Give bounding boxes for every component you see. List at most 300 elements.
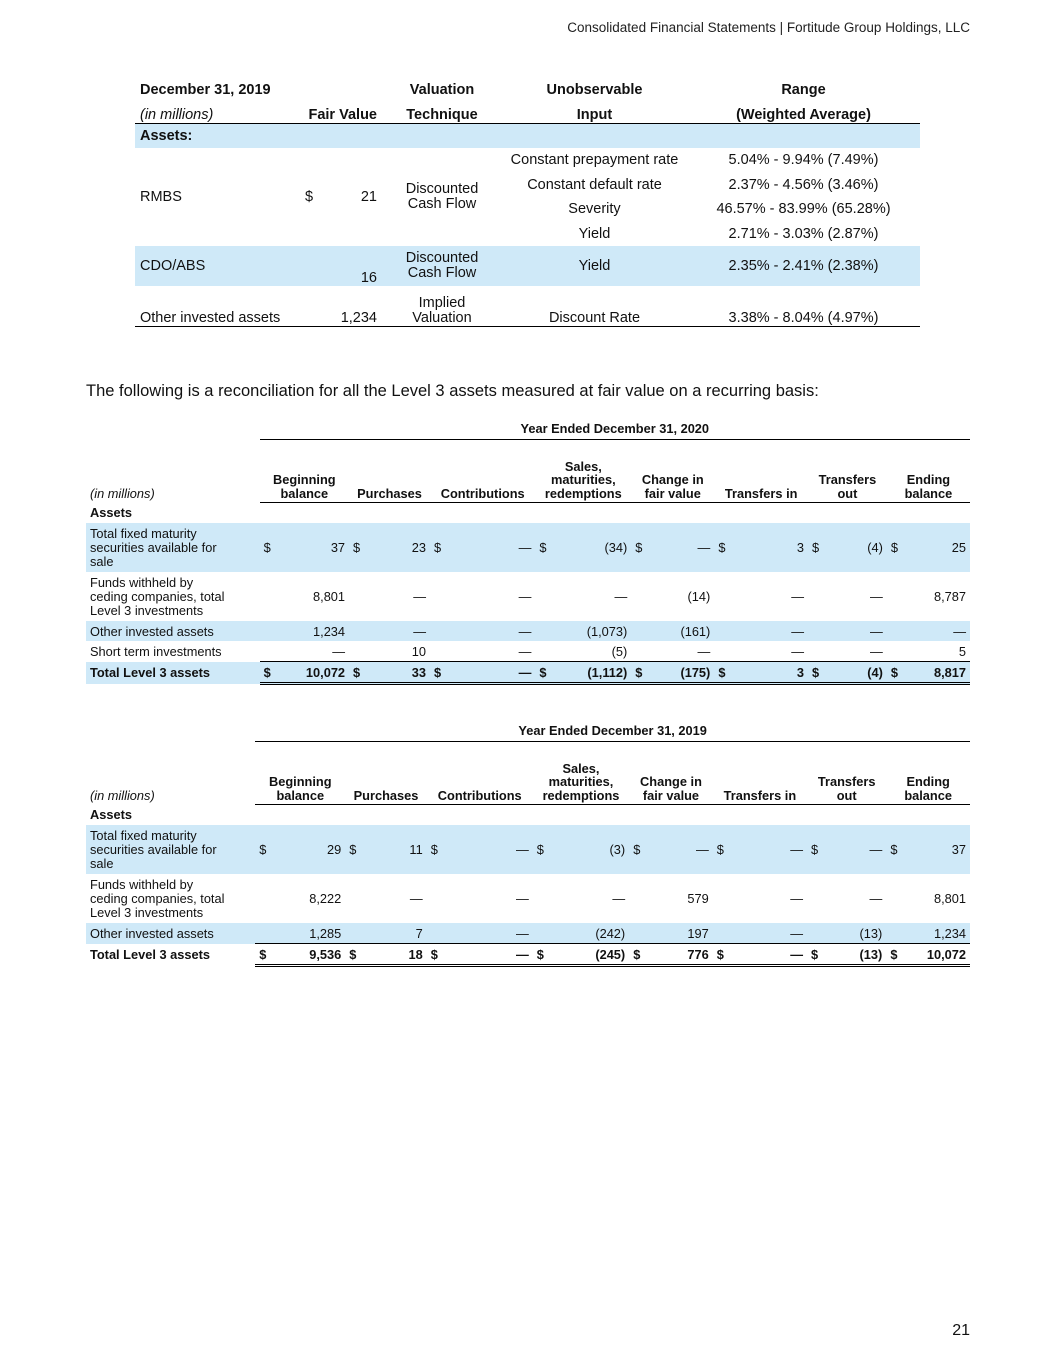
value-cell: (13) [822,923,886,944]
text-line: Beginning [269,774,332,789]
rmbs-technique-line-2: Cash Flow [407,196,477,212]
spacer-cell [345,805,360,826]
currency-symbol: $ [535,662,550,684]
currency-symbol [807,923,822,944]
value-cell: — [614,588,628,604]
value-cell: — [646,523,714,572]
text-line: out [836,787,857,803]
currency-symbol: $ [427,825,442,874]
currency-symbol: $ [533,825,548,874]
value-cell: (1,073) [550,621,631,641]
data-row [86,572,970,621]
header-beginning [255,742,345,805]
currency-symbol [345,923,360,944]
value-cell: (5) [611,643,628,659]
spacer-cell [255,805,270,826]
header-transfers-in: Transfers in [714,440,808,503]
valuation-date: December 31, 2019 [140,82,271,98]
currency-symbol: $ [631,523,646,572]
reconciliation-table-2020 [86,417,970,685]
row-label [86,621,260,641]
cdo-technique [382,246,502,286]
column-header-row [86,440,970,503]
text-line: out [837,485,858,501]
value-cell: 1,234 [901,923,970,944]
spacer-cell [644,805,713,826]
currency-symbol: $ [255,944,270,966]
spacer-cell [807,805,822,826]
currency-symbol [533,874,548,923]
spacer-cell [550,503,631,524]
header-transfers-in: Transfers in [713,742,807,805]
value-cell: 1,234 [275,621,350,641]
text-line: balance [904,485,953,501]
value-cell: (14) [687,588,711,604]
currency-symbol [713,874,728,923]
other-label: Other invested assets [140,310,281,326]
header-transfers-out [808,440,887,503]
column-header-row [86,742,970,805]
text-line: Level 3 investments [90,904,204,920]
value-cell: (4) [823,523,887,572]
total-value-cell: 10,072 [275,662,350,684]
cdo-range: 2.35% - 2.41% (2.38%) [687,246,920,286]
value-cell: — [870,643,883,659]
text-line: balance [904,787,952,803]
total-value-cell: (245) [548,944,629,966]
value-cell: 5 [958,643,966,659]
rmbs-fair-value: 21 [360,189,377,205]
currency-symbol [714,641,729,662]
spacer-cell [430,503,445,524]
header-purchases: Purchases [345,742,426,805]
value-cell: — [728,825,807,874]
currency-symbol [430,621,445,641]
value-cell: 25 [902,523,970,572]
text-line: Ending [906,472,951,487]
currency-symbol [533,923,548,944]
value-cell: 1,285 [270,923,345,944]
spacer-cell [427,805,442,826]
text-line: sale [90,553,114,569]
currency-symbol [427,923,442,944]
currency-symbol: $ [714,523,729,572]
text-line: Funds withheld by [90,876,194,892]
spacer-cell [713,805,728,826]
range-header: Range [781,82,826,98]
text-line: Transfers [818,472,877,487]
text-line: Other invested assets [90,925,214,941]
spacer-cell [631,503,646,524]
value-cell: (3) [548,825,629,874]
currency-symbol: $ [631,662,646,684]
value-cell: 23 [364,523,430,572]
currency-symbol: $ [713,825,728,874]
value-cell: — [409,890,423,906]
currency-symbol: $ [629,944,644,966]
spacer-cell [86,417,260,440]
total-value-cell: 33 [364,662,430,684]
cdo-technique-line-2: Cash Flow [407,265,477,281]
text-line: securities available for [90,841,217,857]
value-cell: — [869,890,883,906]
rmbs-label: RMBS [140,189,182,205]
total-value-cell: (175) [646,662,714,684]
value-cell: — [902,621,970,641]
value-cell: 8,222 [309,890,342,906]
rmbs-input: Constant prepayment rate [510,152,679,169]
currency-symbol [887,621,902,641]
total-value-cell: 9,536 [270,944,345,966]
total-label: Total Level 3 assets [86,662,260,684]
other-range: 3.38% - 8.04% (4.97%) [728,310,879,326]
text-line: Level 3 investments [90,602,204,618]
spacer-cell [822,805,886,826]
valuation-header-row-1 [135,74,920,98]
spacer-cell [729,503,808,524]
data-row [86,825,970,874]
rmbs-technique-line-1: Discounted [405,181,479,197]
other-invested-row [135,286,920,327]
text-line: Funds withheld by [90,574,194,590]
spacer-cell [901,805,970,826]
total-value-cell: 8,817 [902,662,970,684]
value-cell: — [413,588,426,604]
currency-symbol: $ [887,523,902,572]
value-cell: — [612,890,626,906]
currency-symbol: $ [260,662,275,684]
value-cell: — [442,923,533,944]
spacer-cell [270,805,345,826]
currency-symbol: $ [533,944,548,966]
currency-symbol [887,572,902,621]
total-value-cell: 3 [729,662,808,684]
row-label [86,825,255,874]
spacer-cell [886,805,901,826]
currency-symbol [345,874,360,923]
text-line: Change in [641,472,704,487]
currency-symbol: $ [808,662,823,684]
rmbs-range: 46.57% - 83.99% (65.28%) [716,201,891,218]
spacer-cell [548,805,629,826]
currency-symbol [260,572,275,621]
header-sales [535,440,631,503]
header-transfers-out [807,742,886,805]
header-ending [887,440,970,503]
currency-symbol: $ [714,662,729,684]
currency-symbol [808,621,823,641]
units-label: (in millions) [140,107,214,123]
currency-symbol: $ [535,523,550,572]
currency-symbol: $ [255,825,270,874]
spacer-cell [260,503,275,524]
rmbs-range: 5.04% - 9.94% (7.49%) [728,152,879,169]
currency-symbol [631,641,646,662]
currency-symbol [430,572,445,621]
currency-symbol [349,641,364,662]
value-cell: 29 [270,825,345,874]
total-value-cell: 18 [360,944,426,966]
spacer-cell [728,805,807,826]
value-cell: 8,787 [933,588,966,604]
section-row [135,124,920,149]
units-label: (in millions) [90,486,155,501]
row-label [86,923,255,944]
spacer-cell [902,503,970,524]
currency-symbol: $ [349,523,364,572]
value-cell: — [515,890,529,906]
rmbs-input: Yield [578,225,611,242]
text-line: Sales, [564,458,602,474]
currency-symbol: $ [430,523,445,572]
range-header-2: (Weighted Average) [736,107,871,123]
cdo-technique-line-1: Discounted [405,250,479,266]
value-cell: 8,801 [313,588,346,604]
text-line: Ending [906,774,950,789]
text-line: balance [276,787,325,803]
text-line: balance [280,485,329,501]
currency-symbol [629,874,644,923]
text-line: securities available for [90,539,217,555]
data-row [86,641,970,662]
currency-symbol [631,572,646,621]
value-cell: 37 [901,825,970,874]
value-cell: — [823,621,887,641]
other-input: Discount Rate [548,310,641,326]
total-value-cell: (1,112) [550,662,631,684]
currency-symbol [255,923,270,944]
currency-symbol [430,641,445,662]
value-cell: — [728,923,807,944]
currency-symbol [886,874,901,923]
technique-header: Valuation [409,82,475,98]
currency-symbol: $ [349,662,364,684]
currency-symbol: $ [808,523,823,572]
value-cell: — [729,621,808,641]
data-row [86,621,970,641]
fair-value-header: Fair Value [308,107,377,123]
currency-symbol [535,572,550,621]
currency-symbol: $ [427,944,442,966]
spacer-cell [364,503,430,524]
page-header: Consolidated Financial Statements | Fortitude Group Holdings, LLC [567,20,970,35]
other-technique [382,286,502,327]
total-value-cell: (13) [822,944,886,966]
cdo-input: Yield [502,246,687,286]
year-title-row [86,417,970,440]
value-cell: — [790,890,804,906]
rmbs-technique [382,148,502,246]
data-row [86,874,970,923]
row-label [86,874,255,923]
value-cell: 11 [360,825,426,874]
currency-symbol [886,923,901,944]
value-cell: (242) [548,923,629,944]
row-label [86,572,260,621]
header-contributions: Contributions [427,742,533,805]
spacer-cell [646,503,714,524]
currency-symbol [349,572,364,621]
assets-section-row [86,805,970,826]
text-line: Total fixed maturity [90,827,197,843]
rmbs-input: Constant default rate [527,176,662,193]
text-line: fair value [642,787,700,803]
text-line: Change in [640,774,702,789]
text-line: redemptions [544,485,622,501]
value-cell: — [697,643,711,659]
total-label: Total Level 3 assets [86,944,255,966]
spacer-cell [349,503,364,524]
currency-symbol [887,641,902,662]
value-cell: (34) [550,523,631,572]
year-title: Year Ended December 31, 2019 [255,719,970,742]
rmbs-range: 2.71% - 3.03% (2.87%) [728,225,879,242]
spacer-cell [445,503,536,524]
intro-paragraph: The following is a reconciliation for all the Level 3 assets measured at fair value on a recurring basis: [86,382,819,400]
header-change [629,742,713,805]
value-cell: 3 [729,523,808,572]
text-line: Other invested assets [90,623,214,639]
total-value-cell: (4) [823,662,887,684]
value-cell: — [791,643,805,659]
assets-section-row [86,503,970,524]
value-cell: — [870,588,883,604]
text-line: Total fixed maturity [90,525,197,541]
header-contributions: Contributions [430,440,535,503]
valuation-header-row-2 [135,98,920,124]
text-line: redemptions [542,787,620,803]
units-label: (in millions) [90,788,155,803]
cdo-label: CDO/ABS [135,246,300,286]
value-cell: — [822,825,886,874]
currency-symbol: $ [713,944,728,966]
text-line: fair value [644,485,701,501]
currency-symbol [714,572,729,621]
total-value-cell: — [442,944,533,966]
spacer-cell [360,805,426,826]
currency-symbol [808,572,823,621]
value-cell: — [518,588,532,604]
value-cell: 197 [644,923,713,944]
value-cell: 579 [687,890,709,906]
data-row [86,923,970,944]
value-cell: (161) [646,621,714,641]
row-label [86,523,260,572]
rmbs-input: Severity [568,201,621,218]
currency-symbol [349,621,364,641]
year-title: Year Ended December 31, 2020 [260,417,970,440]
currency-symbol: $ [886,825,901,874]
currency-symbol [808,641,823,662]
spacer-cell [808,503,823,524]
text-line: maturities, [550,472,616,487]
currency-symbol [260,641,275,662]
spacer-cell [629,805,644,826]
page-number: 21 [952,1322,970,1339]
rmbs-range: 2.37% - 4.56% (3.46%) [728,176,879,193]
total-value-cell: 10,072 [901,944,970,966]
text-line: ceding companies, total [90,588,225,604]
text-line: Transfers [817,774,876,789]
total-value-cell: — [728,944,807,966]
currency-symbol [260,621,275,641]
text-line: Short term investments [90,643,222,659]
total-row [86,944,970,966]
other-fair-value: 1,234 [340,310,377,326]
value-cell: — [445,523,536,572]
value-cell: — [644,825,713,874]
valuation-table [135,74,920,327]
value-cell: 37 [275,523,350,572]
currency-symbol: $ [345,825,360,874]
spacer-cell [823,503,887,524]
row-label [86,641,260,662]
text-line: Beginning [273,472,336,487]
value-cell: 7 [360,923,426,944]
currency-symbol [714,621,729,641]
header-sales [533,742,629,805]
rmbs-row [135,148,920,173]
reconciliation-table-2019 [86,719,970,967]
header-change [631,440,714,503]
currency-symbol [631,621,646,641]
section-label: Assets: [135,124,920,149]
technique-header-2: Technique [406,107,478,123]
currency-symbol: $ [807,944,822,966]
value-cell: — [791,588,805,604]
cdo-row [135,246,920,286]
header-ending [886,742,970,805]
spacer-cell [275,503,350,524]
currency-symbol [427,874,442,923]
currency-symbol [255,874,270,923]
spacer-cell [535,503,550,524]
spacer-cell [887,503,902,524]
value-cell: — [442,825,533,874]
total-row [86,662,970,684]
total-value-cell: 776 [644,944,713,966]
currency-symbol: $ [887,662,902,684]
header-beginning [260,440,349,503]
section-label: Assets [90,505,132,521]
spacer-cell [714,503,729,524]
currency-symbol [535,641,550,662]
currency-symbol: $ [260,523,275,572]
currency-symbol: $ [345,944,360,966]
spacer-cell [442,805,533,826]
currency-symbol: $ [807,825,822,874]
input-header-2: Input [576,107,613,123]
currency-symbol [535,621,550,641]
currency-symbol [629,923,644,944]
header-purchases: Purchases [349,440,430,503]
other-technique-line-1: Implied [418,295,466,311]
text-line: sale [90,855,114,871]
value-cell: — [364,621,430,641]
value-cell: 8,801 [933,890,966,906]
text-line: ceding companies, total [90,890,225,906]
value-cell: — [332,643,346,659]
input-header: Unobservable [546,82,643,98]
value-cell: — [518,643,532,659]
other-technique-line-2: Valuation [412,310,472,326]
currency-symbol [807,874,822,923]
total-value-cell: — [445,662,536,684]
currency-symbol: $ [886,944,901,966]
spacer-cell [86,719,255,742]
value-cell: — [445,621,536,641]
currency-symbol: $ [430,662,445,684]
